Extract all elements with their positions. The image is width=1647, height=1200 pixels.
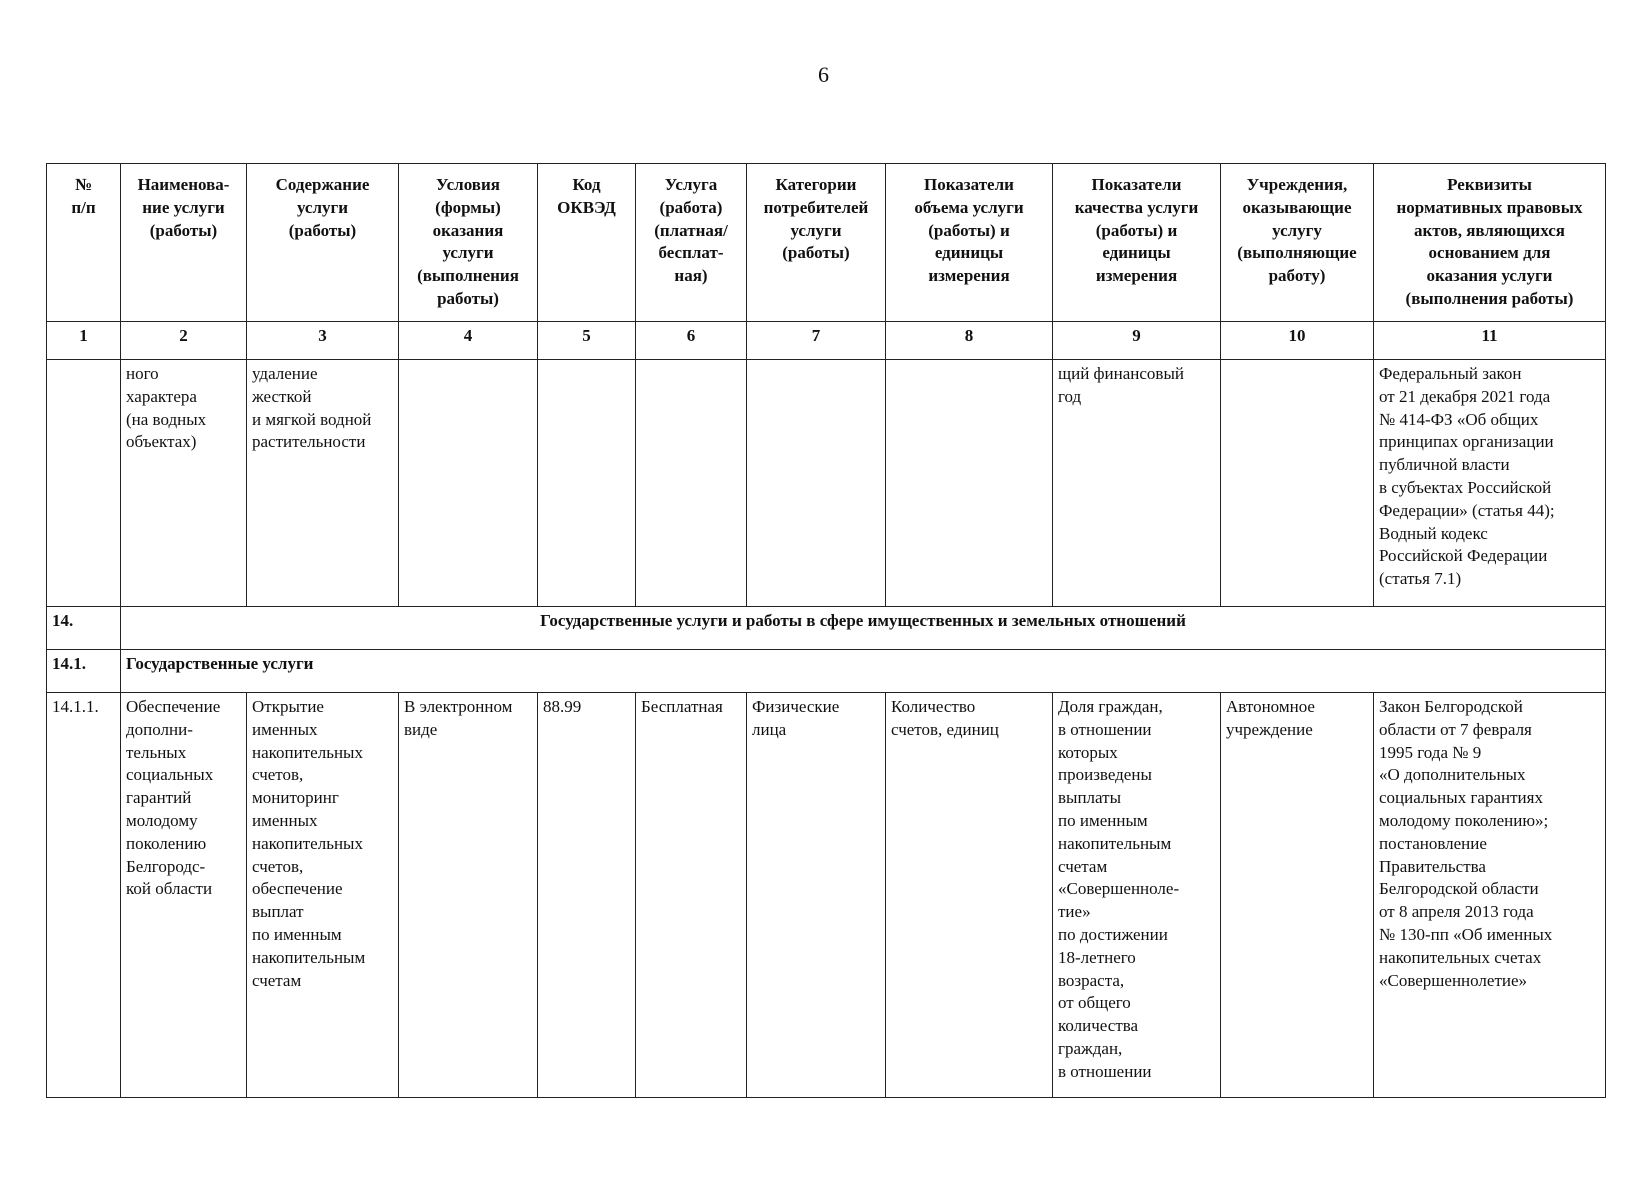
- cell-quality-indicators: Доля граждан, в отношении которых произведены выплаты по именным накопительным счетам «Совершенноле- тие» по достижении 18-летнего возраста, от общего количества граждан, в отношении: [1053, 693, 1221, 1098]
- column-number: 11: [1374, 322, 1606, 360]
- column-number-row: [47, 322, 1606, 360]
- cell-service-content: Открытие именных накопительных счетов, мониторинг именных накопительных счетов, обеспечение выплат по именным накопительным счетам: [247, 693, 399, 1098]
- subsection-number: 14.1.: [47, 650, 121, 693]
- header-number: № п/п: [47, 164, 121, 322]
- header-service-name: Наименова- ние услуги (работы): [121, 164, 247, 322]
- cell-service-name: ного характера (на водных объектах): [121, 360, 247, 607]
- header-legal-acts: Реквизиты нормативных правовых актов, являющихся основанием для оказания услуги (выполнения работы): [1374, 164, 1606, 322]
- header-row: [47, 164, 1606, 322]
- header-conditions: Условия (формы) оказания услуги (выполнения работы): [399, 164, 538, 322]
- services-registry-table: [46, 163, 1606, 1098]
- cell-quality-indicators: щий финансовый год: [1053, 360, 1221, 607]
- cell-consumer-categories: [747, 360, 886, 607]
- header-service-content: Содержание услуги (работы): [247, 164, 399, 322]
- column-number: 2: [121, 322, 247, 360]
- cell-legal-acts: Закон Белгородской области от 7 февраля 1995 года № 9 «О дополнительных социальных гарантиях молодому поколению»; постановление Правительства Белгородской области от 8 апреля 2013 года № 130-пп «Об именных накопительных счетах «Совершеннолетие»: [1374, 693, 1606, 1098]
- cell-number: [47, 360, 121, 607]
- table-row: [47, 360, 1606, 607]
- subsection-row: [47, 650, 1606, 693]
- subsection-title: Государственные услуги: [121, 650, 1606, 693]
- cell-paid-free: [636, 360, 747, 607]
- cell-institutions: Автономное учреждение: [1221, 693, 1374, 1098]
- cell-paid-free: Бесплатная: [636, 693, 747, 1098]
- cell-volume-indicators: [886, 360, 1053, 607]
- cell-consumer-categories: Физические лица: [747, 693, 886, 1098]
- column-number: 6: [636, 322, 747, 360]
- cell-number: 14.1.1.: [47, 693, 121, 1098]
- cell-conditions: В электронном виде: [399, 693, 538, 1098]
- column-number: 3: [247, 322, 399, 360]
- column-number: 8: [886, 322, 1053, 360]
- cell-institutions: [1221, 360, 1374, 607]
- section-title: Государственные услуги и работы в сфере имущественных и земельных отношений: [121, 607, 1606, 650]
- cell-legal-acts: Федеральный закон от 21 декабря 2021 года № 414-ФЗ «Об общих принципах организации публичной власти в субъектах Российской Федерации» (статья 44); Водный кодекс Российской Федерации (статья 7.1): [1374, 360, 1606, 607]
- cell-service-content: удаление жесткой и мягкой водной растительности: [247, 360, 399, 607]
- header-quality-indicators: Показатели качества услуги (работы) и единицы измерения: [1053, 164, 1221, 322]
- cell-conditions: [399, 360, 538, 607]
- cell-okved-code: [538, 360, 636, 607]
- cell-volume-indicators: Количество счетов, единиц: [886, 693, 1053, 1098]
- cell-okved-code: 88.99: [538, 693, 636, 1098]
- header-paid-free: Услуга (работа) (платная/ бесплат- ная): [636, 164, 747, 322]
- column-number: 5: [538, 322, 636, 360]
- header-volume-indicators: Показатели объема услуги (работы) и единицы измерения: [886, 164, 1053, 322]
- header-consumer-categories: Категории потребителей услуги (работы): [747, 164, 886, 322]
- page-number: 6: [818, 62, 829, 87]
- section-number: 14.: [47, 607, 121, 650]
- column-number: 9: [1053, 322, 1221, 360]
- column-number: 10: [1221, 322, 1374, 360]
- cell-service-name: Обеспечение дополни- тельных социальных гарантий молодому поколению Белгородс- кой области: [121, 693, 247, 1098]
- column-number: 4: [399, 322, 538, 360]
- column-number: 1: [47, 322, 121, 360]
- header-institutions: Учреждения, оказывающие услугу (выполняющие работу): [1221, 164, 1374, 322]
- table-row: [47, 693, 1606, 1098]
- column-number: 7: [747, 322, 886, 360]
- header-okved-code: Код ОКВЭД: [538, 164, 636, 322]
- section-row: [47, 607, 1606, 650]
